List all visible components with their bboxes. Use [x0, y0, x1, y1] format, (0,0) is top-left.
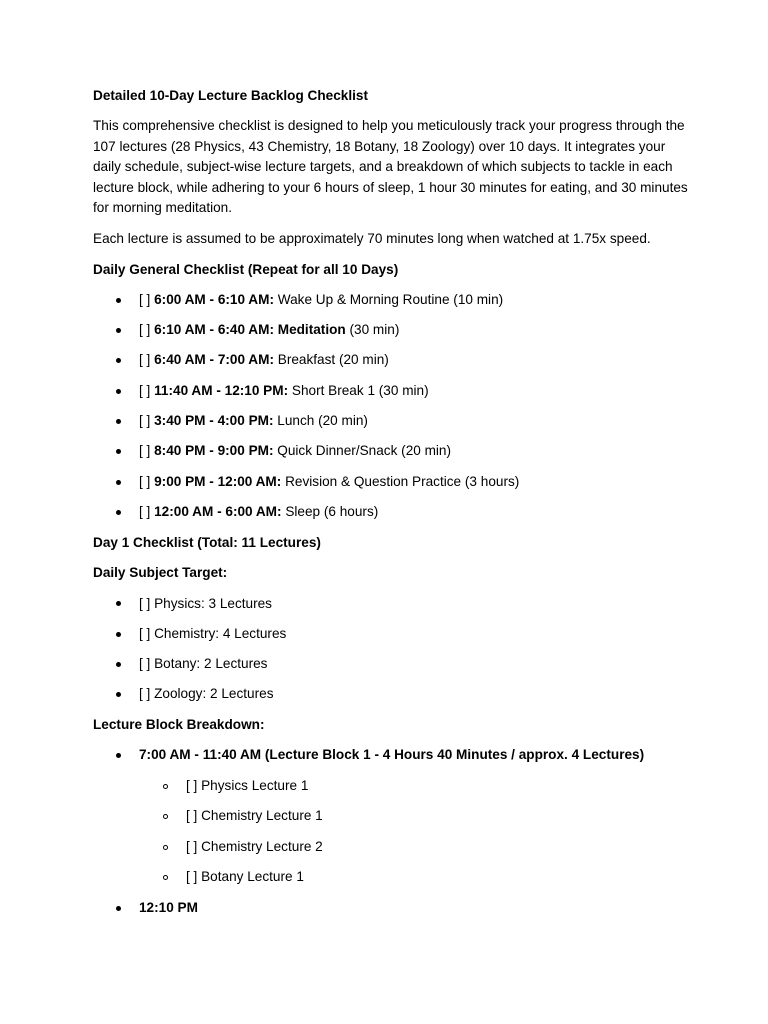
target-item: [ ] Physics: 3 Lectures [139, 596, 272, 611]
bullet-icon [116, 906, 121, 911]
bullet-icon [116, 632, 121, 637]
item-time: 6:00 AM - 6:10 AM: [154, 292, 274, 307]
item-time: 8:40 PM - 9:00 PM: [154, 443, 274, 458]
bullet-icon [116, 692, 121, 697]
lecture-block-label: 7:00 AM - 11:40 AM (Lecture Block 1 - 4 Hours 40 Minutes / approx. 4 Lectures) [139, 747, 645, 762]
bullet-icon [116, 510, 121, 515]
target-item: [ ] Chemistry: 4 Lectures [139, 626, 287, 641]
checkbox-text: [ ] [139, 322, 151, 337]
block-lecture-item: [ ] Physics Lecture 1 [186, 778, 309, 793]
general-item [139, 320, 399, 340]
item-time: 3:40 PM - 4:00 PM: [154, 413, 274, 428]
checkbox-text: [ ] [139, 504, 151, 519]
intro-paragraph: This comprehensive checklist is designed to help you meticulously track your progress through the 107 lectures (28 Physics, 43 Chemistry, 18 Botany, 18 Zoology) over 10 days. It integrates your daily schedule, subject-wise lecture targets, and a breakdown of which subjects to tackle in each lecture block, while adhering to your 6 hours of sleep, 1 hour 30 minutes for eating, and 30 minutes for morning meditation. [93, 118, 688, 216]
item-text: Quick Dinner/Snack (20 min) [277, 443, 452, 458]
target-item: [ ] Zoology: 2 Lectures [139, 686, 274, 701]
item-time: 9:00 PM - 12:00 AM: [154, 474, 282, 489]
general-item [139, 472, 519, 492]
item-text: Breakfast (20 min) [277, 352, 389, 367]
bullet-icon [116, 298, 121, 303]
item-text: (30 min) [349, 322, 400, 337]
bullet-icon [116, 449, 121, 454]
item-text: Lunch (20 min) [277, 413, 368, 428]
checkbox-text: [ ] [139, 413, 151, 428]
sub-bullet-icon [163, 875, 168, 880]
checkbox-text: [ ] [139, 443, 151, 458]
item-text: Wake Up & Morning Routine (10 min) [277, 292, 504, 307]
sub-bullet-icon [163, 845, 168, 850]
bullet-icon [116, 358, 121, 363]
general-item [139, 350, 389, 370]
block-lecture-item: [ ] Chemistry Lecture 2 [186, 839, 323, 854]
item-time: 6:10 AM - 6:40 AM: Meditation [154, 322, 346, 337]
general-checklist-heading: Daily General Checklist (Repeat for all 10 Days) [93, 262, 399, 277]
checkbox-text: [ ] [139, 383, 151, 398]
block-lecture-item: [ ] Chemistry Lecture 1 [186, 808, 323, 823]
item-time: 12:00 AM - 6:00 AM: [154, 504, 282, 519]
checkbox-text: [ ] [139, 352, 151, 367]
general-item [139, 441, 451, 461]
general-item [139, 411, 368, 431]
target-item: [ ] Botany: 2 Lectures [139, 656, 268, 671]
lecture-block-label: 12:10 PM [139, 900, 198, 915]
subject-target-heading: Daily Subject Target: [93, 565, 228, 580]
bullet-icon [116, 480, 121, 485]
block-lecture-item: [ ] Botany Lecture 1 [186, 869, 304, 884]
bullet-icon [116, 328, 121, 333]
general-item [139, 502, 378, 522]
day1-heading: Day 1 Checklist (Total: 11 Lectures) [93, 535, 321, 550]
item-text: Sleep (6 hours) [285, 504, 379, 519]
general-item [139, 290, 503, 310]
bullet-icon [116, 662, 121, 667]
block-breakdown-heading: Lecture Block Breakdown: [93, 717, 265, 732]
item-time: 6:40 AM - 7:00 AM: [154, 352, 274, 367]
bullet-icon [116, 601, 121, 606]
document-title: Detailed 10-Day Lecture Backlog Checklist [93, 88, 369, 103]
sub-bullet-icon [163, 814, 168, 819]
bullet-icon [116, 389, 121, 394]
checkbox-text: [ ] [139, 292, 151, 307]
general-item [139, 381, 429, 401]
item-text: Short Break 1 (30 min) [291, 383, 429, 398]
assumption-paragraph: Each lecture is assumed to be approximately 70 minutes long when watched at 1.75x speed. [93, 231, 651, 246]
sub-bullet-icon [163, 784, 168, 789]
item-time: 11:40 AM - 12:10 PM: [154, 383, 289, 398]
bullet-icon [116, 419, 121, 424]
item-text: Revision & Question Practice (3 hours) [285, 474, 520, 489]
checkbox-text: [ ] [139, 474, 151, 489]
bullet-icon [116, 753, 121, 758]
